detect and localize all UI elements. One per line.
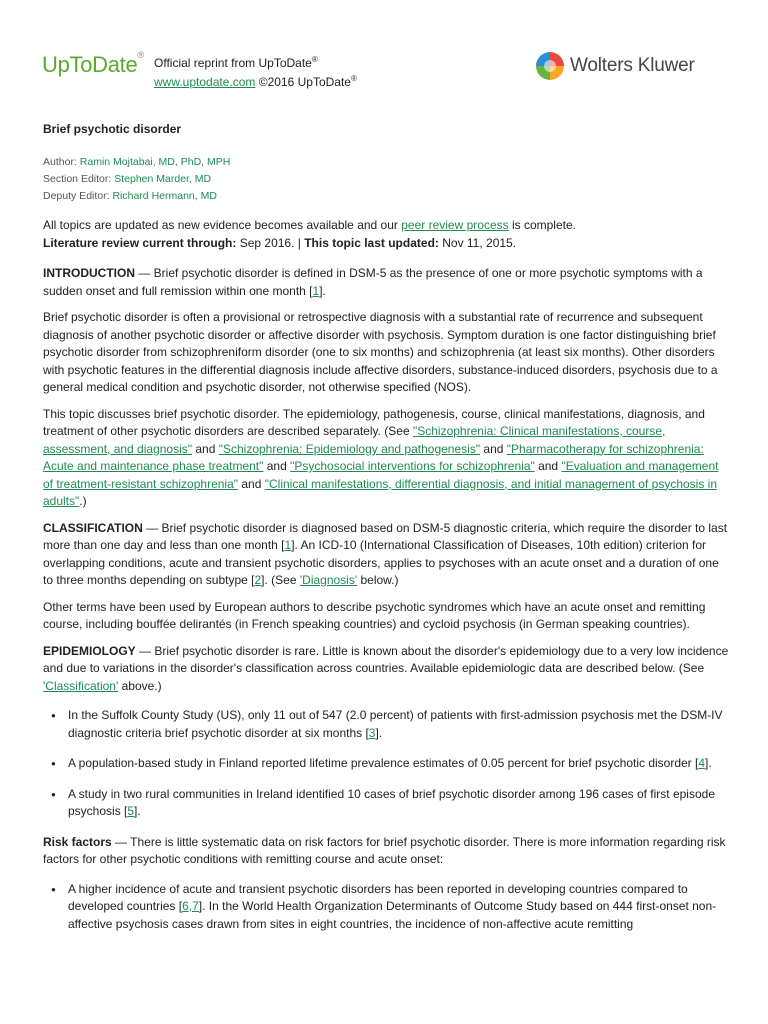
article-title: Brief psychotic disorder — [43, 122, 182, 136]
conjunction: and — [192, 441, 219, 456]
author-block — [43, 154, 729, 205]
author-row — [43, 154, 729, 171]
section-editor-link[interactable]: Stephen Marder, MD — [114, 173, 212, 185]
reference-link[interactable]: 4 — [698, 756, 706, 770]
list-item — [43, 707, 729, 742]
risk-factors-paragraph — [43, 834, 729, 869]
section-link-classification[interactable]: 'Classification' — [43, 678, 119, 693]
topic-link[interactable]: "Psychosocial interventions for schizophrenia" — [290, 459, 535, 473]
wolters-kluwer-logo[interactable] — [536, 52, 695, 80]
wk-globe-icon — [536, 52, 564, 80]
conjunction: and — [480, 441, 507, 456]
reference-link[interactable]: 2 — [254, 573, 262, 587]
paragraph-text: ]. An ICD-10 (International Classification of Diseases, 10th edition) criterion for overlapping conditions, acute and transient psychotic disorders, applies to psychoses with an acute onset and a duration of one to three months depending on subtype [ — [43, 538, 719, 587]
list-text: A population-based study in Finland reported lifetime prevalence estimates of 0.05 percent for brief psychotic disorder [ — [68, 756, 699, 770]
list-item — [43, 881, 729, 934]
uptodate-logo[interactable] — [42, 52, 144, 78]
reprint-header — [0, 0, 768, 110]
publisher-name: Wolters Kluwer — [570, 55, 695, 76]
section-editor-row — [43, 171, 729, 188]
list-text: ]. — [375, 725, 383, 740]
topic-link[interactable]: "Schizophrenia: Epidemiology and pathogenesis" — [218, 441, 481, 456]
lit-review-value: Sep 2016. | — [236, 235, 305, 250]
paragraph-text: ]. — [319, 283, 326, 298]
last-updated-label: This topic last updated: — [304, 235, 439, 250]
reference-link[interactable]: 3 — [368, 725, 376, 740]
last-updated-value: Nov 11, 2015. — [438, 235, 517, 250]
list-text: ]. — [134, 804, 141, 818]
topic-link[interactable]: "Pharmacotherapy for schizophrenia: Acute and maintenance phase treatment" — [43, 441, 704, 473]
copyright: ©2016 UpToDate — [258, 75, 351, 89]
paragraph-text: — Brief psychotic disorder is diagnosed based on DSM-5 diagnostic criteria, which require the disorder to last more than one day and less than one month [ — [43, 520, 728, 552]
author-link[interactable]: Ramin Mojtabai, MD, PhD, MPH — [79, 156, 231, 168]
topic-link[interactable]: "Schizophrenia: Clinical manifestations, course, assessment, and diagnosis" — [43, 424, 666, 456]
site-link[interactable]: www.uptodate.com — [154, 75, 256, 89]
epidemiology-heading: EPIDEMIOLOGY — [43, 643, 136, 658]
update-notice — [43, 217, 729, 235]
reference-link[interactable]: 1 — [312, 283, 320, 298]
introduction-paragraph — [43, 265, 729, 300]
peer-review-link[interactable]: peer review process — [401, 218, 509, 232]
epidemiology-list — [43, 707, 729, 821]
list-item — [43, 786, 729, 821]
classification-paragraph — [43, 520, 729, 590]
topic-link[interactable]: "Clinical manifestations, differential diagnosis, and initial management of psychosis in adults" — [43, 476, 718, 508]
list-item — [43, 755, 729, 773]
topic-link[interactable]: "Evaluation and management of treatment-resistant schizophrenia" — [43, 459, 719, 491]
list-text: ]. In the World Health Organization Determinants of Outcome Study based on 444 first-onset non-affective psychosis cases drawn from sites in eight countries, the incidence of non-affective acute remitting — [68, 899, 717, 931]
update-text: All topics are updated as new evidence becomes available and our — [43, 218, 402, 232]
reprint-line: Official reprint from UpToDate — [154, 56, 312, 70]
list-text: ]. — [705, 756, 712, 770]
logo-text: UpToDate — [42, 52, 138, 77]
paragraph-text: above.) — [118, 678, 162, 693]
paragraph-text: This topic discusses brief psychotic disorder. The epidemiology, pathogenesis, course, clinical manifestations, diagnosis, and treatment of other psychotic disorders are described separately. (See — [43, 406, 705, 438]
introduction-paragraph-3 — [43, 406, 729, 511]
update-text-end: is complete. — [508, 218, 576, 232]
paragraph-text: below.) — [357, 573, 399, 587]
classification-heading: CLASSIFICATION — [43, 520, 143, 535]
deputy-editor-label: Deputy Editor: — [43, 190, 110, 202]
conjunction: and — [263, 459, 291, 473]
logo-registered-mark: ® — [137, 50, 144, 60]
list-text: In the Suffolk County Study (US), only 11 out of 547 (2.0 percent) of patients with first-admission psychosis met the DSM-IV diagnostic criteria brief psychotic disorder at six months [ — [68, 708, 723, 740]
conjunction: and — [534, 459, 562, 473]
paragraph-text: .) — [79, 494, 87, 508]
reference-link[interactable]: 5 — [127, 804, 135, 818]
author-label: Author: — [43, 156, 77, 168]
section-editor-label: Section Editor: — [43, 173, 112, 185]
paragraph-text: ]. (See — [261, 573, 300, 587]
list-text: A higher incidence of acute and transient psychotic disorders has been reported in developing countries compared to developed countries [ — [68, 881, 688, 913]
review-dates — [43, 235, 729, 253]
paragraph-text: — Brief psychotic disorder is rare. Little is known about the disorder's epidemiology due to a very low incidence and due to variations in the disorder's classification across countries. Available epidemiologic data are described below. (See — [43, 643, 729, 675]
classification-paragraph-2: Other terms have been used by European authors to describe psychotic syndromes which have an acute onset and remitting course, including bouffée delirantés (in French speaking countries) and cycloid psychosis (in German speaking countries). — [43, 599, 706, 631]
reference-link[interactable]: 6,7 — [182, 899, 199, 913]
risk-factors-heading: Risk factors — [43, 834, 112, 849]
lit-review-label: Literature review current through: — [43, 235, 237, 250]
section-link-diagnosis[interactable]: 'Diagnosis' — [299, 573, 358, 587]
paragraph-text: — Brief psychotic disorder is defined in DSM-5 as the presence of one or more psychotic symptoms with a sudden onset and full remission within one month [ — [43, 266, 703, 298]
reprint-notice — [154, 52, 357, 90]
risk-factors-list — [43, 881, 729, 934]
article-body — [43, 122, 729, 946]
deputy-editor-row — [43, 188, 729, 205]
reprint-registered-mark: ® — [311, 55, 318, 64]
epidemiology-paragraph — [43, 643, 729, 696]
introduction-paragraph-2: Brief psychotic disorder is often a provisional or retrospective diagnosis with a substantial rate of recurrence and subsequent diagnosis of another psychotic disorder or affective disorder with psychosis. Symptom duration is one factor distinguishing brief psychotic disorder from schizophreniform disorder (one to six months) and schizophrenia (at least six months). Other disorders with psychotic features in the differential diagnosis include affective disorders, substance-induced disorders, psychosis due to a general medical condition and psychotic disorder, not otherwise specified (NOS). — [43, 310, 718, 394]
list-text: A study in two rural communities in Ireland identified 10 cases of brief psychotic disorder among 196 cases of first episode psychosis [ — [68, 786, 715, 818]
introduction-heading: INTRODUCTION — [43, 266, 135, 280]
reference-link[interactable]: 1 — [284, 538, 292, 552]
deputy-editor-link[interactable]: Richard Hermann, MD — [112, 190, 217, 202]
copyright-registered-mark: ® — [350, 74, 357, 83]
paragraph-text: — There is little systematic data on risk factors for brief psychotic disorder. There is more information regarding risk factors for other psychotic conditions with remitting course and acute onset: — [43, 834, 726, 866]
conjunction: and — [238, 476, 265, 491]
